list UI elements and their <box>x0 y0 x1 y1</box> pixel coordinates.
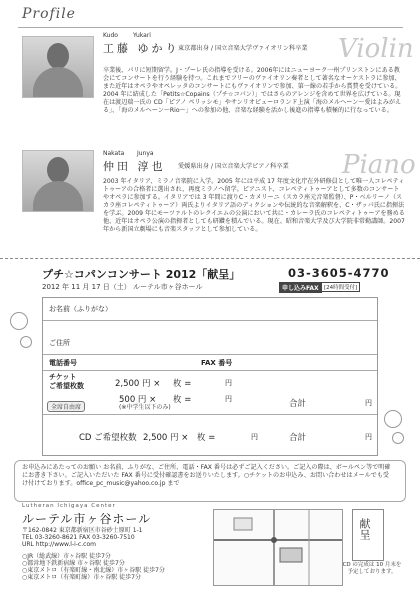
flower-decoration <box>384 410 402 428</box>
venue-url[interactable]: URL http://www.l-i-c.com <box>22 541 96 548</box>
violinist-name: 工藤 ゆかり <box>103 42 180 55</box>
cd-price: 2,500 円 × <box>143 433 189 443</box>
flower-decoration <box>20 336 32 348</box>
access-line: ○東京メトロ（有楽町線・南北線）市ヶ谷駅 徒歩7分 <box>22 567 165 574</box>
tel-label: 電話番号 <box>49 359 77 367</box>
fax-number: 03-3605-4770 <box>288 266 390 280</box>
pianist-origin: 愛媛県出身 / 国立音楽大学ピアノ科卒業 <box>178 163 289 170</box>
venue-name: ルーテル市ヶ谷ホール <box>22 512 152 526</box>
cd-total-field[interactable] <box>313 429 363 441</box>
concert-date: 2012 年 11 月 17 日（土） ルーテル市ヶ谷ホール <box>42 283 203 291</box>
fax-badge: 申し込みFAX <box>279 282 322 293</box>
fax-note: [24時間受付] <box>321 282 360 292</box>
info-text: お申込みにあたってのお願い お名前、ふりがな、ご住所、電話・FAX 番号は必ずご記入ください。ご記入の際は、ボールペン等で明確にお書き下さい。ご記入いただいた FAX 番号に受付確認書をお送りいたします。○チケットのお申込み、お問い合わせはメールでも受け付けております。office_pc_music@yahoo.co.jp まで <box>22 464 391 487</box>
venue-map <box>213 509 343 586</box>
ticket-label: チケット <box>49 373 77 381</box>
cd-total-label: 合計 <box>289 433 307 443</box>
ticket-total-field[interactable] <box>313 395 363 407</box>
stamp-text: 献呈 <box>358 518 371 540</box>
violinist-origin: 東京都出身 / 国立音楽大学ヴァイオリン科卒業 <box>178 45 308 52</box>
pianist-reading-given: Junya <box>137 150 154 157</box>
violinist-photo <box>22 36 94 98</box>
order-form <box>42 297 378 456</box>
venue-address: 〒162-0842 東京都新宿区市谷砂土原町 1-1 <box>22 527 143 534</box>
piano-script: Piano <box>342 150 416 180</box>
map-drawing <box>214 510 342 585</box>
fax-label: FAX 番号 <box>201 359 233 367</box>
cd-note: CD の完成は 10 月末を予定しております。 <box>342 562 402 575</box>
cd-stamp <box>352 509 384 561</box>
child-qty-field[interactable] <box>188 391 228 403</box>
profile-heading: Profile <box>22 6 76 22</box>
adult-qty-label: 枚 = <box>173 379 192 389</box>
access-line: ○東京メトロ（有楽町線）市ヶ谷駅 徒歩7分 <box>22 574 141 581</box>
name-field[interactable] <box>43 302 377 320</box>
pianist-reading-family: Nakata <box>103 150 125 157</box>
access-line: ○JR（総武線）市ヶ谷駅 徒歩7分 <box>22 553 111 560</box>
fax-field[interactable] <box>243 356 373 368</box>
venue-tel: TEL 03-3260-8621 FAX 03-3260-7510 <box>22 534 135 541</box>
pianist-name: 仲田 淳也 <box>103 160 166 173</box>
violinist-reading-family: Kudo <box>103 32 118 39</box>
ticket-total-label: 合計 <box>289 399 307 409</box>
adult-qty-field[interactable] <box>188 375 228 387</box>
cut-line <box>0 258 420 259</box>
address-label: ご住所 <box>49 339 70 347</box>
violinist-reading-given: Yukari <box>133 32 151 39</box>
child-price: 500 円 × <box>119 395 157 405</box>
child-note: (※中学生以下のみ) <box>119 404 171 411</box>
child-yen: 円 <box>225 395 232 403</box>
name-label: お名前（ふりがな） <box>49 305 112 313</box>
venue-name-en: Lutheran Ichigaya Center <box>22 503 116 509</box>
concert-title: プチ☆コパンコンサート 2012「献呈」 <box>42 268 241 281</box>
tel-field[interactable] <box>103 356 193 368</box>
child-qty-label: 枚 = <box>173 395 192 405</box>
pianist-photo <box>22 150 94 212</box>
adult-yen: 円 <box>225 379 232 387</box>
violin-script: Violin <box>338 34 414 64</box>
cd-yen: 円 <box>251 433 258 441</box>
violinist-bio: 卒業後、パリに短期留学。J・プーレ氏の指導を受ける。2006年にはニューヨーク一州プリンストンにある教会にてコンサートを行う経験を持つ。これまでフリーのヴァイオリン奏者として著名なオーケストラに参加、また近年はオペラやオペレッタのコンサートにもヴァイオリンで参加、第一線の若手から賞賛を受けている。2004 年に結成した「Petits☆Copains（プチ☆コパン）」ではさらのアレンジを含めて世界を広げている。現在は渡辺瑞一氏の CD「ピアノ ペリッシモ」やサンリオピューロランド上演「海のメルヘーン〜愛はよみがえる」、「海のメルヘーン〜Rio〜」への参加の他、音楽な経験を活かし後進の指導も積極的に行なっている。 <box>103 67 402 114</box>
cd-qty-label: 枚 = <box>197 433 216 443</box>
ticket-total-yen: 円 <box>365 399 372 407</box>
address-field[interactable] <box>43 336 377 354</box>
adult-price: 2,500 円 × <box>115 379 161 389</box>
pianist-bio: 2003 年イタリア、ミラノ音楽院に入学。2005 年には平成 17 年度文化庁在外研修員として唯一人コレペティトゥーアの合格者に選出され、再度ミラノへ留学。ピアニスト、コレペティトゥーアとして多数のコンサートやオペラに参加する。イタリアでは 3 年間に渡りC・カメリーニ（スカラ座元音楽監督）、P・ベルリーノ（スカラ座コレペティトゥーア）両氏よりイタリア語のディクションや伝統的な音楽解釈を、C・ザッパ氏に指揮法を学ぶ。2009 年にモーツァルトのレクイエムの公演において共に・カレーラ氏のコレペティトゥーアを務める他、近年はオペラ公演の指揮者としても研鑽を積んでいる。現在、昭和音楽大学及び大学院非常勤講師。2007 年から新国立劇場にも音楽スタッフとして参加している。 <box>103 178 405 233</box>
cd-label: CD ご希望枚数 <box>79 433 137 443</box>
cd-qty-field[interactable] <box>213 429 253 441</box>
cd-total-yen: 円 <box>365 433 372 441</box>
access-line: ○都営地下鉄新宿線 市ヶ谷駅 徒歩7分 <box>22 560 125 567</box>
flower-decoration <box>10 312 28 330</box>
seat-tag: 全席自由席 <box>47 401 85 412</box>
divider <box>18 27 403 28</box>
ticket-sub-label: ご希望枚数 <box>49 382 84 390</box>
flower-decoration <box>392 432 404 444</box>
